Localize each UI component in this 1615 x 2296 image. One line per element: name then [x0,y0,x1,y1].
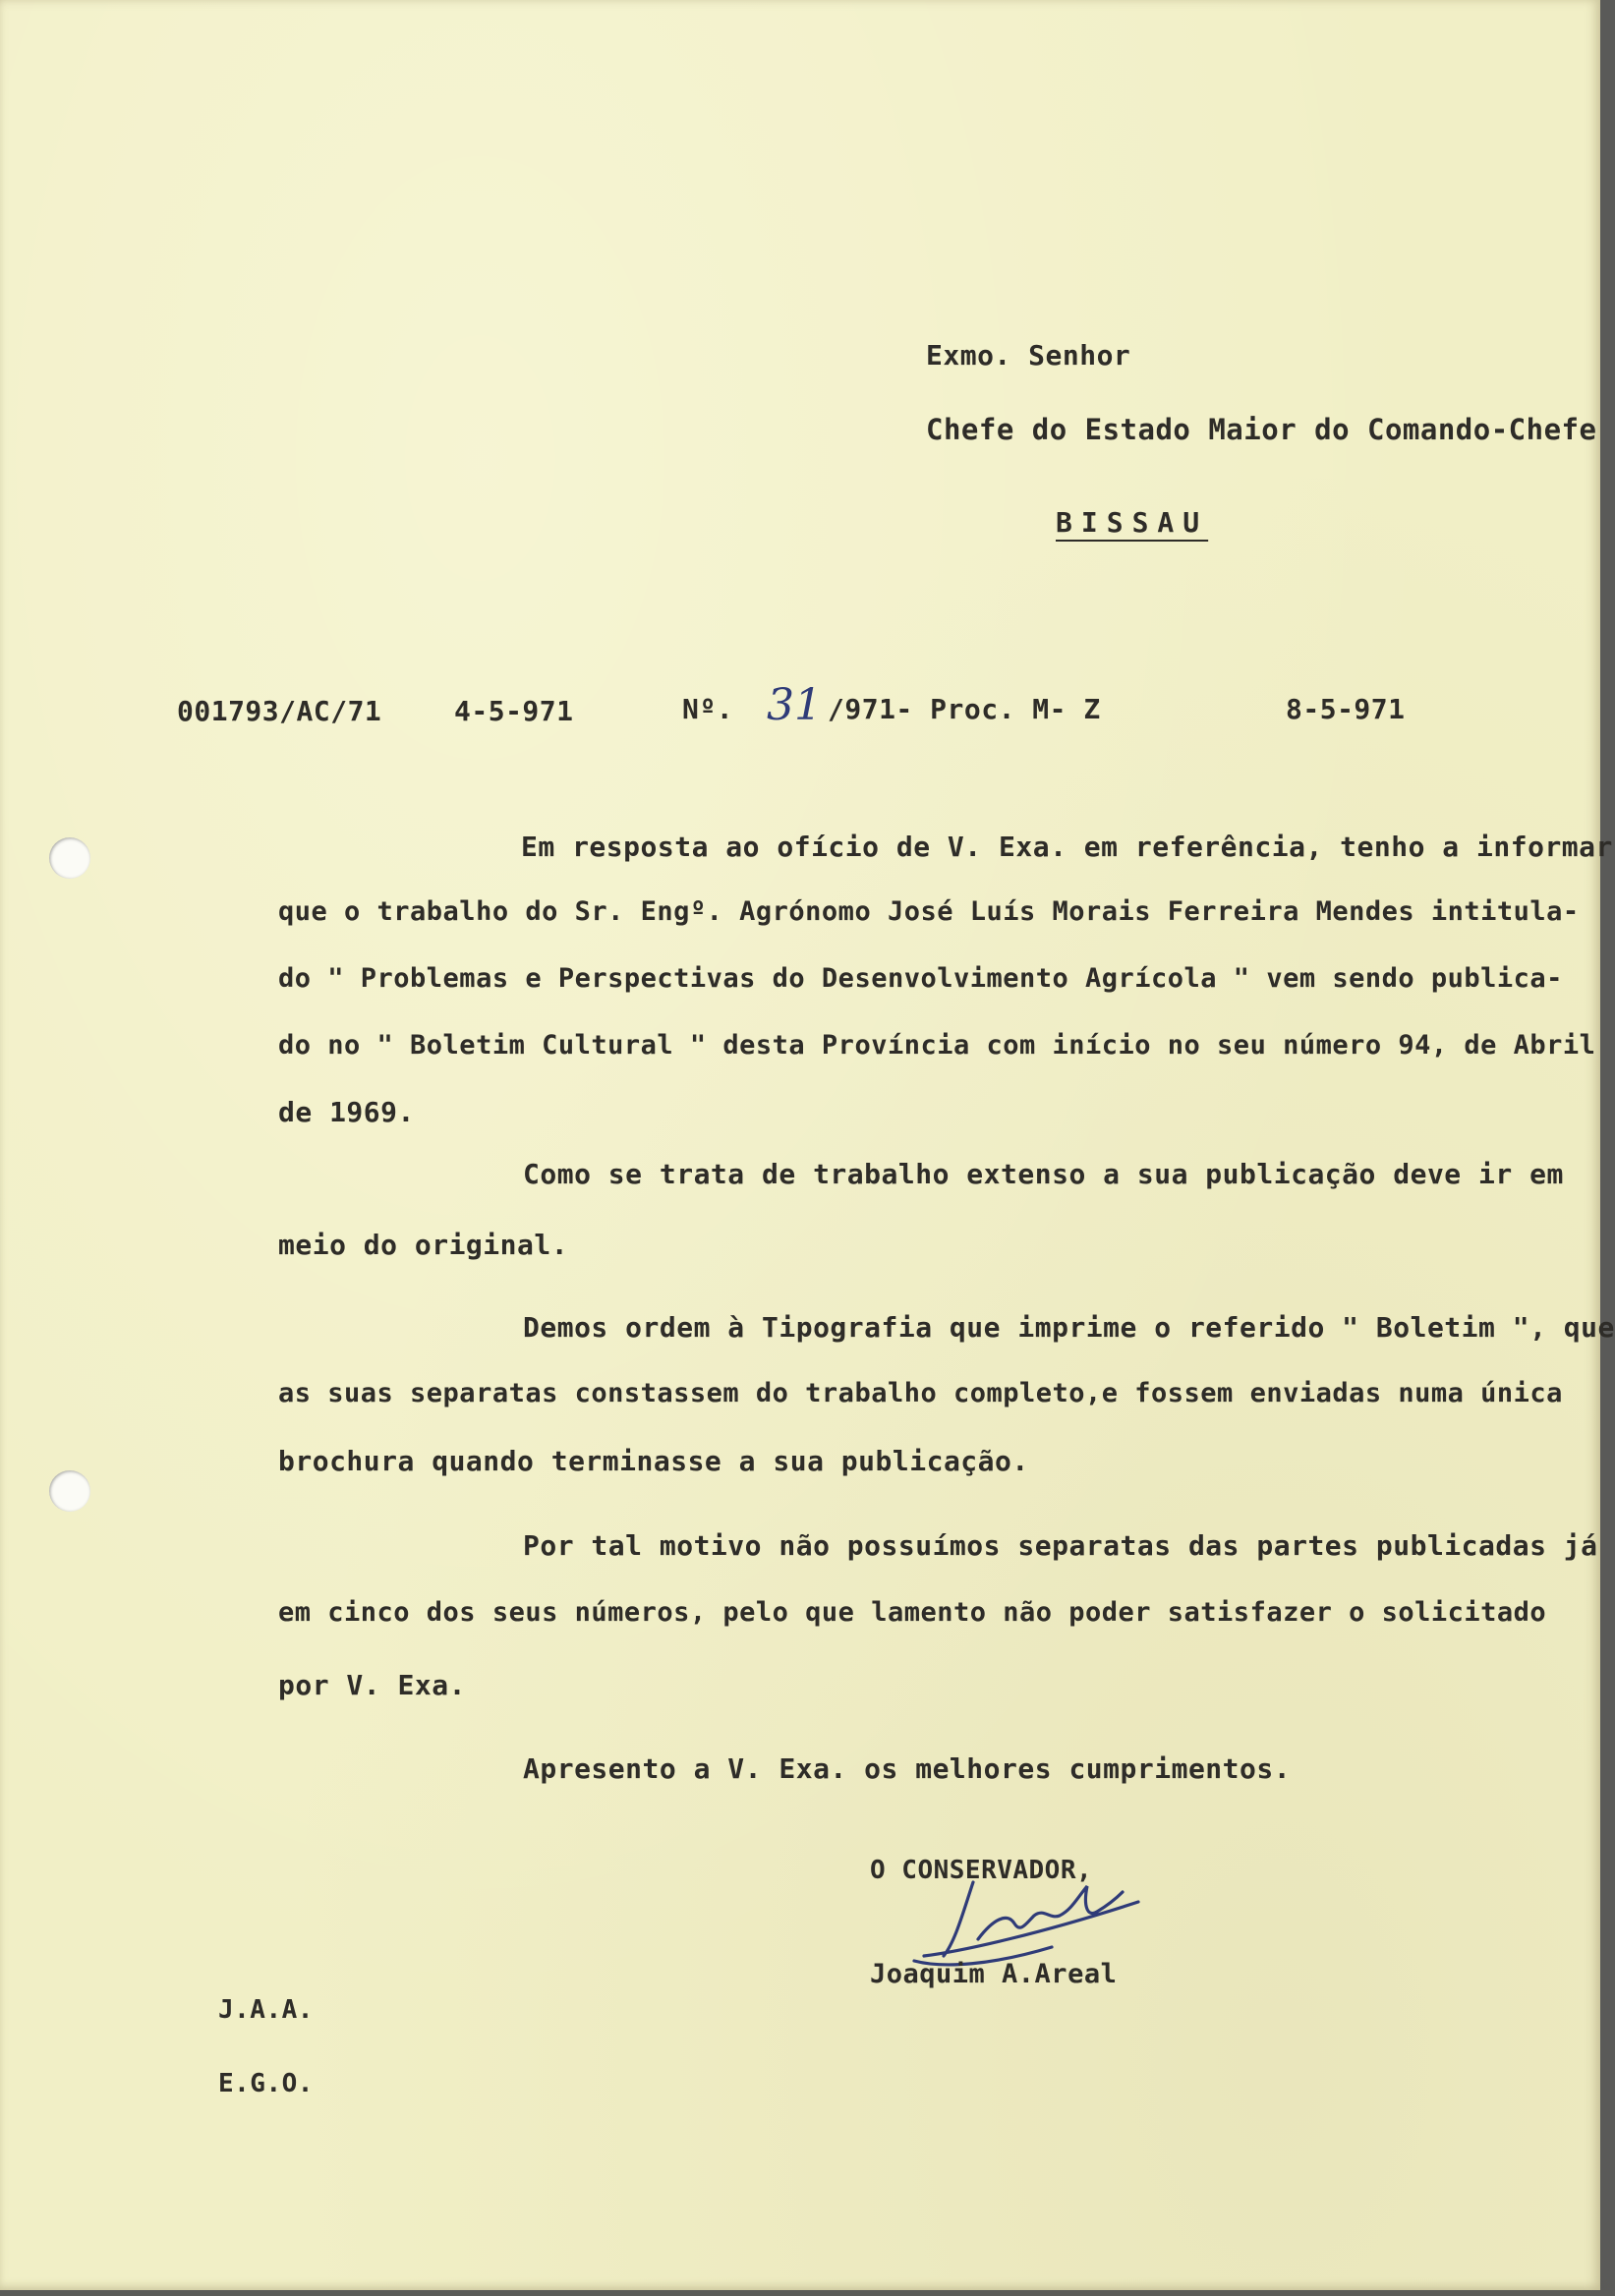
addressee-city: BISSAU [1056,506,1209,539]
addressee-title: Chefe do Estado Maior do Comando-Chefe [926,413,1597,446]
our-reference-suffix: /971- Proc. M- Z [828,693,1101,725]
their-date: 4-5-971 [454,695,574,727]
our-reference-number: 31 [767,680,822,730]
signatory-name: Joaquim A.Areal [870,1959,1118,1989]
body-line: que o trabalho do Sr. Engº. Agrónomo José Luís Morais Ferreira Mendes intitula- [278,896,1580,927]
body-line: em cinco dos seus números, pelo que lamento não poder satisfazer o solicitado [278,1597,1547,1628]
closing-line: Apresento a V. Exa. os melhores cumprimentos. [523,1752,1292,1785]
body-line: Como se trata de trabalho extenso a sua publicação deve ir em [523,1158,1564,1190]
signature-role: O CONSERVADOR, [870,1856,1093,1885]
our-date: 8-5-971 [1286,693,1406,725]
initials-typist: E.G.O. [218,2069,314,2098]
body-line: brochura quando terminasse a sua publicação. [278,1445,1029,1477]
body-line: meio do original. [278,1229,569,1261]
body-line: Em resposta ao ofício de V. Exa. em referência, tenho a informar [521,831,1613,863]
addressee-salutation: Exmo. Senhor [926,339,1131,372]
their-reference: 001793/AC/71 [177,695,382,727]
initials-author: J.A.A. [218,1995,314,2025]
body-line: do no " Boletim Cultural " desta Província com início no seu número 94, de Abril [278,1030,1596,1061]
body-line: as suas separatas constassem do trabalho completo,e fossem enviadas numa única [278,1378,1563,1408]
body-line: Por tal motivo não possuímos separatas das partes publicadas já [523,1529,1598,1562]
body-line: de 1969. [278,1096,415,1128]
body-line: Demos ordem à Tipografia que imprime o referido " Boletim ", que [523,1311,1615,1344]
punch-hole-bottom [49,1470,90,1512]
body-line: por V. Exa. [278,1669,466,1701]
punch-hole-top [49,837,90,879]
body-line: do " Problemas e Perspectivas do Desenvolvimento Agrícola " vem sendo publica- [278,963,1563,994]
our-reference-prefix: Nº. [682,693,734,725]
